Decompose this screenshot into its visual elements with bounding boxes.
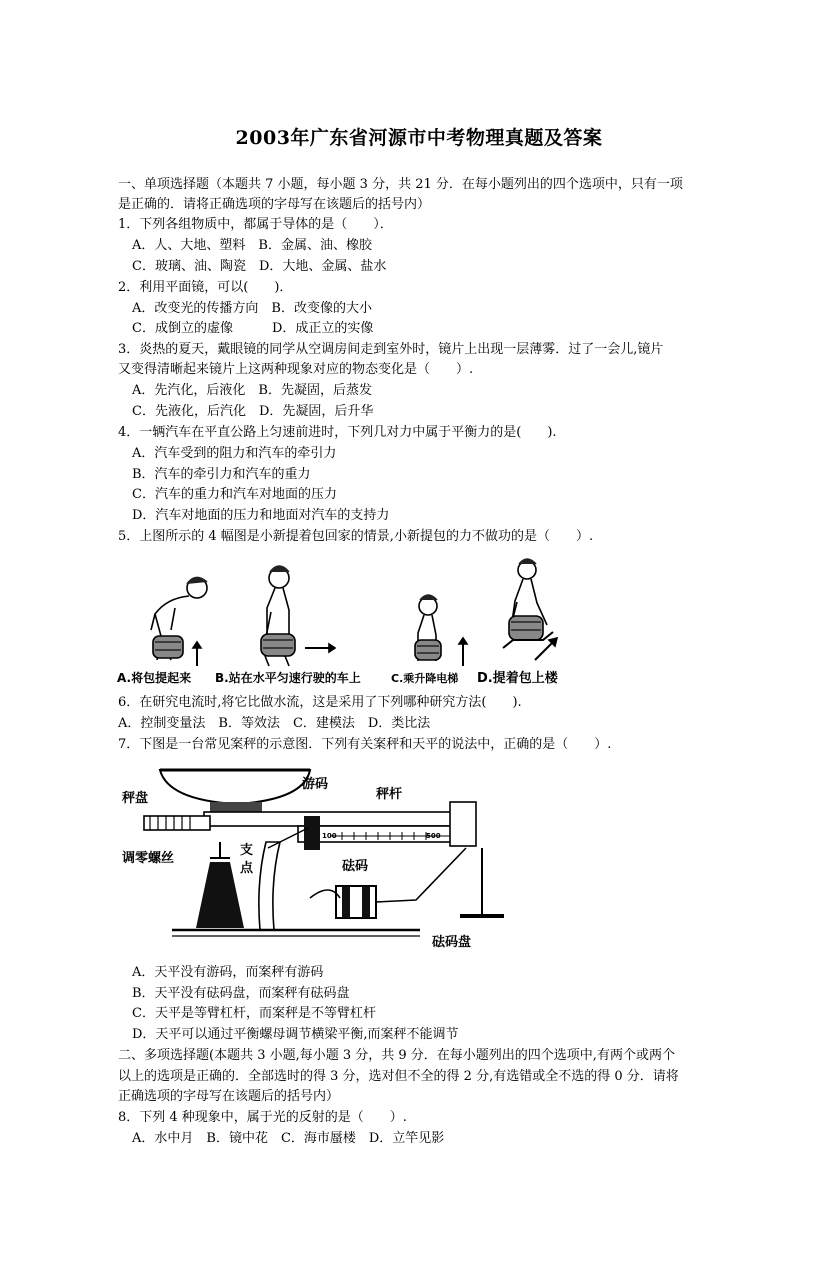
figure-b-person-standing (261, 566, 335, 666)
text-line: 3．炎热的夏天，戴眼镜的同学从空调房间走到室外时，镜片上出现一层薄雾．过了一会儿,镜片 (118, 342, 664, 357)
screw-shape (144, 816, 210, 830)
text-line: 二、多项选择题(本题共 3 小题,每小题 3 分，共 9 分．在每小题列出的四个选项中,有两个或两个 (118, 1048, 675, 1063)
text-line: C．汽车的重力和汽车对地面的压力 (132, 487, 337, 502)
figure-d-caption: D.提着包上楼 (477, 671, 558, 686)
text-line: 是正确的．请将正确选项的字母写在该题后的括号内） (118, 197, 431, 212)
question-5-figure (115, 556, 595, 690)
text-line: A．水中月 B．镜中花 C．海市蜃楼 D．立竿见影 (132, 1131, 445, 1146)
label-pivot-2: 点 (240, 861, 254, 876)
text-line: C．天平是等臂杠杆，而案秤是不等臂杠杆 (132, 1006, 376, 1021)
text-line: 5．上图所示的 4 幅图是小新提着包回家的情景,小新提包的力不做功的是（ ）. (118, 529, 594, 544)
text-line: D．汽车对地面的压力和地面对汽车的支持力 (132, 508, 390, 523)
label-screw: 调零螺丝 (122, 851, 175, 866)
text-line: C．玻璃、油、陶瓷 D．大地、金属、盐水 (132, 259, 387, 274)
text-line: 7．下图是一台常见案秤的示意图．下列有关案秤和天平的说法中，正确的是（ ）. (118, 737, 612, 752)
slider-shape (304, 816, 320, 850)
text-line: 4．一辆汽车在平直公路上匀速前进时，下列几对力中属于平衡力的是( ). (118, 425, 557, 440)
label-beam: 秤杆 (376, 787, 403, 802)
label-weight: 砝码 (342, 859, 369, 874)
label-slider: 游码 (302, 777, 329, 792)
text-line: C．成倒立的虚像 D．成正立的实像 (132, 321, 374, 336)
text-line: 2．利用平面镜，可以( )． (118, 280, 293, 295)
figure-a-person-bending (151, 577, 207, 666)
pivot-shape (210, 842, 230, 858)
figure-d-person-stairs (503, 559, 557, 660)
label-weight-pan: 砝码盘 (432, 935, 472, 950)
text-line: A．汽车受到的阻力和汽车的牵引力 (132, 446, 337, 461)
tick-500-label: 500 (426, 832, 441, 840)
question-7-scale-figure (120, 758, 510, 954)
beam-shape (204, 812, 464, 826)
figure-c-person-elevator (415, 595, 467, 666)
text-line: A．天平没有游码，而案秤有游码 (132, 965, 324, 980)
text-line: A．控制变量法 B．等效法 C．建模法 D．类比法 (118, 716, 431, 731)
text-line: A．改变光的传播方向 B．改变像的大小 (132, 301, 372, 316)
text-line: 1．下列各组物质中，都属于导体的是（ ）． (118, 217, 393, 232)
text-line: 以上的选项是正确的．全部选时的得 3 分，选对但不全的得 2 分,有选错或全不选的得 0 分．请将 (118, 1069, 679, 1084)
text-line: 6．在研究电流时,将它比做水流，这是采用了下列哪种研究方法( ). (118, 695, 522, 710)
text-line: C．先液化，后汽化 D．先凝固，后升华 (132, 404, 374, 419)
text-line: 8．下列 4 种现象中，属于光的反射的是（ ）. (118, 1110, 407, 1125)
base-cone (196, 862, 244, 928)
text-line: A．先汽化，后液化 B．先凝固，后蒸发 (132, 383, 372, 398)
tick-100-label: 100 (322, 832, 337, 840)
text-line: B．天平没有砝码盘，而案秤有砝码盘 (132, 986, 350, 1001)
text-line: A．人、大地、塑料 B．金属、油、橡胶 (132, 238, 372, 253)
label-pivot-1: 支 (240, 843, 254, 858)
figure-a-caption: A.将包提起来 (117, 671, 192, 685)
label-pan: 秤盘 (122, 791, 149, 806)
figure-b-caption: B.站在水平匀速行驶的车上 (215, 671, 361, 685)
pan-shape (160, 770, 310, 804)
text-line: 又变得清晰起来镜片上这两种现象对应的物态变化是（ ）. (118, 362, 474, 377)
text-line: 一、单项选择题（本题共 7 小题，每小题 3 分，共 21 分．在每小题列出的四个选项中，只有一项 (118, 177, 683, 192)
figure-c-caption: C.乘升降电梯 (391, 672, 459, 685)
page-title: 2003年广东省河源市中考物理真题及答案 (235, 127, 603, 149)
text-line: B．汽车的牵引力和汽车的重力 (132, 467, 311, 482)
text-line: D．天平可以通过平衡螺母调节横梁平衡,而案秤不能调节 (132, 1027, 459, 1042)
text-line: 正确选项的字母写在该题后的括号内） (118, 1089, 340, 1104)
